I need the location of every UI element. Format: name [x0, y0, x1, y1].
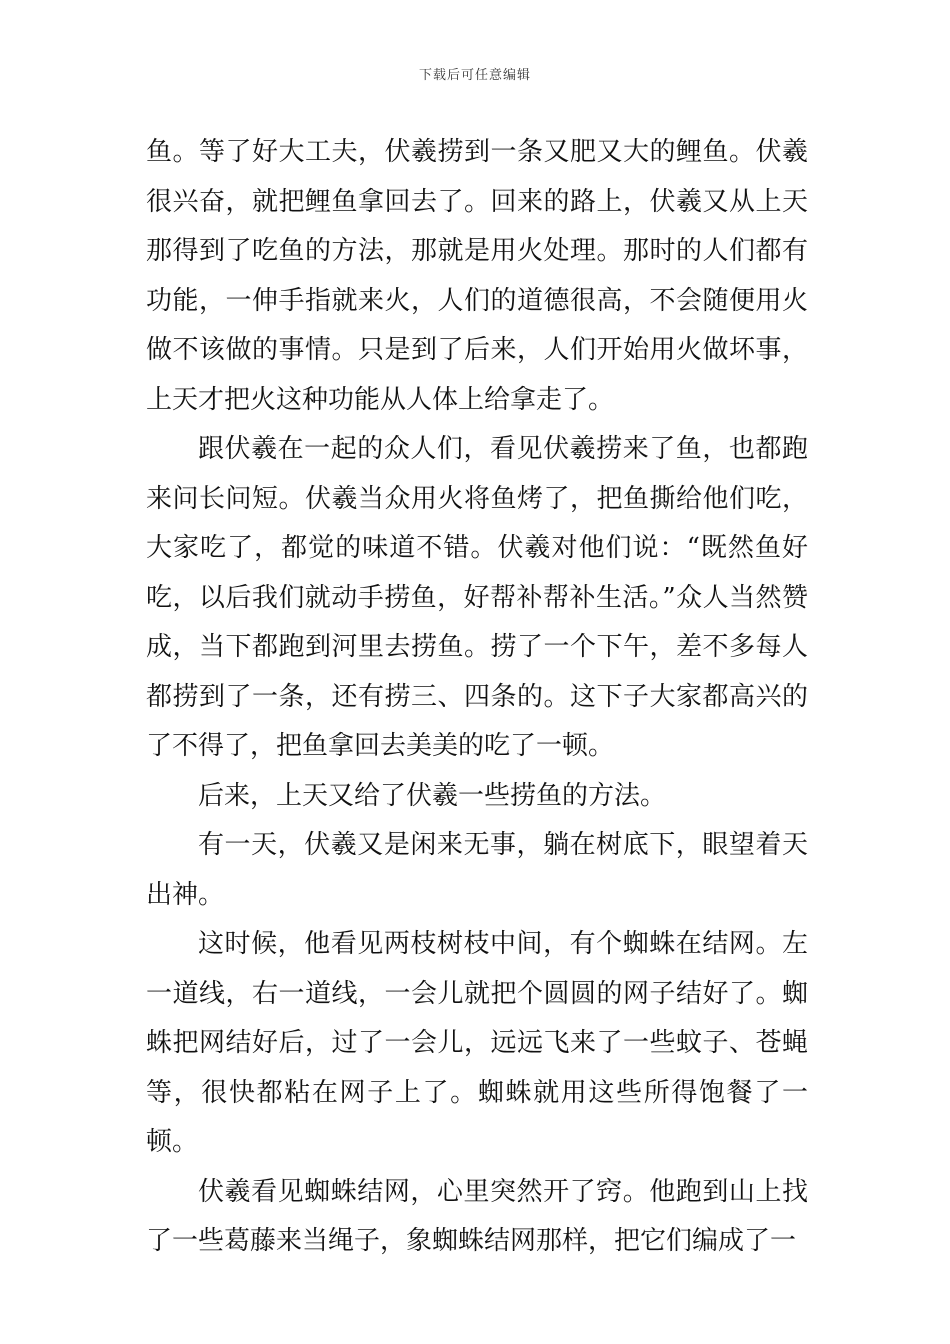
paragraph-4: 有一天，伏羲又是闲来无事，躺在树底下，眼望着天出神。 [146, 830, 808, 910]
document-body [146, 128, 808, 1267]
paragraph-6: 伏羲看见蜘蛛结网，心里突然开了窍。他跑到山上找了一些葛藤来当绳子，象蜘蛛结网那样，把它们编成了一 [146, 1176, 808, 1256]
paragraph-2: 跟伏羲在一起的众人们，看见伏羲捞来了鱼，也都跑来问长问短。伏羲当众用火将鱼烤了，把鱼撕给他们吃，大家吃了，都觉的味道不错。伏羲对他们说：“既然鱼好吃，以后我们就动手捞鱼，好帮补帮补生活。”众人当然赞成，当下都跑到河里去捞鱼。捞了一个下午，差不多每人都捞到了一条，还有捞三、四条的。这下子大家都高兴的了不得了，把鱼拿回去美美的吃了一顿。 [146, 434, 808, 761]
page-header-note: 下载后可任意编辑 [418, 68, 531, 83]
paragraph-3: 后来，上天又给了伏羲一些捞鱼的方法。 [198, 780, 667, 811]
paragraph-5: 这时候，他看见两枝树枝中间，有个蜘蛛在结网。左一道线，右一道线，一会儿就把个圆圆的网子结好了。蜘蛛把网结好后，过了一会儿，远远飞来了一些蚊子、苍蝇等，很快都粘在网子上了。蜘蛛就用这些所得饱餐了一顿。 [146, 929, 808, 1157]
paragraph-1: 鱼。等了好大工夫，伏羲捞到一条又肥又大的鲤鱼。伏羲很兴奋，就把鲤鱼拿回去了。回来的路上，伏羲又从上天那得到了吃鱼的方法，那就是用火处理。那时的人们都有功能，一伸手指就来火，人们的道德很高，不会随便用火做不该做的事情。只是到了后来，人们开始用火做坏事，上天才把火这种功能从人体上给拿走了。 [146, 137, 808, 415]
